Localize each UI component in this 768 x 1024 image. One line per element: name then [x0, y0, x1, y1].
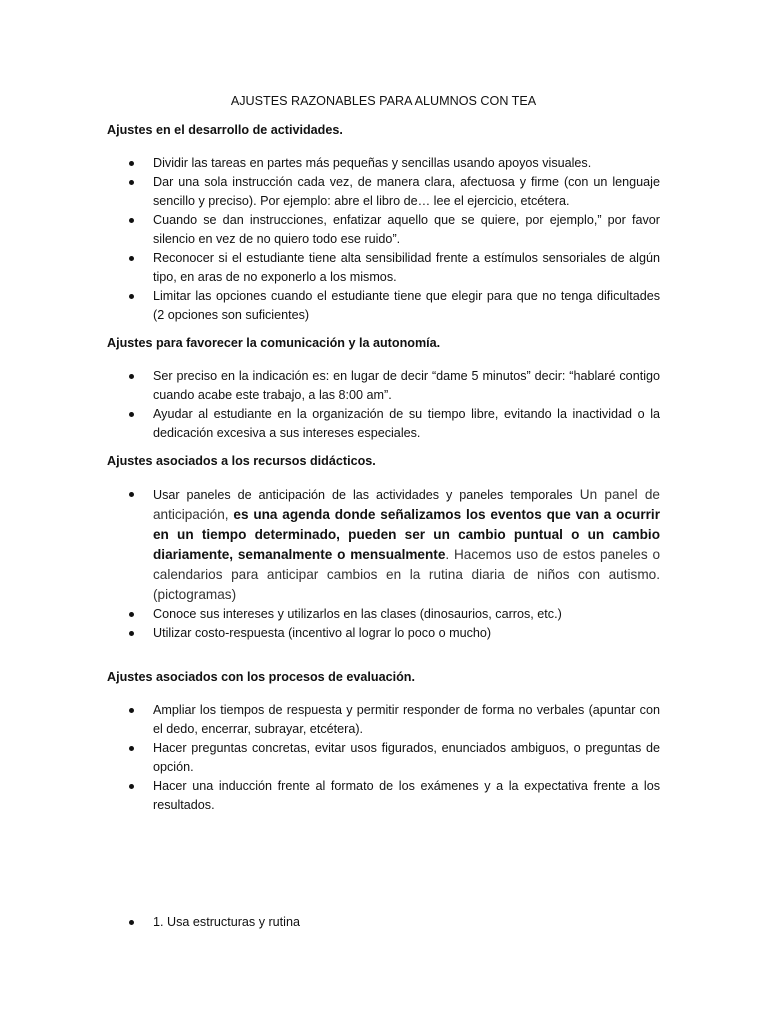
bullet-icon [129, 708, 134, 713]
bullet-icon [129, 374, 134, 379]
bullet-icon [129, 746, 134, 751]
list-item-rich: Usar paneles de anticipación de las actividades y paneles temporales Un panel de anticipación, es una agenda donde señalizamos los eventos que van a ocurrir en un tiempo determinado, pueden ser un cambio puntual o un cambio diariamente, semanalmente o mensualmente. Hacemos uso de estos paneles o calendarios para anticipar cambios en la rutina diaria de niños con autismo. (pictogramas) [107, 485, 660, 605]
bullet-icon [129, 631, 134, 636]
list-item: Ser preciso en la indicación es: en lugar de decir “dame 5 minutos” decir: “hablaré contigo cuando acabe este trabajo, a las 8:00 am”. [107, 367, 660, 405]
list-item: Ampliar los tiempos de respuesta y permitir responder de forma no verbales (apuntar con el dedo, encerrar, subrayar, etcétera). [107, 701, 660, 739]
bullet-icon [129, 412, 134, 417]
bullet-icon [129, 920, 134, 925]
bullet-icon [129, 180, 134, 185]
bullet-icon [129, 161, 134, 166]
list-item: Hacer una inducción frente al formato de los exámenes y a la expectativa frente a los resultados. [107, 777, 660, 815]
bullet-list-final [107, 913, 660, 932]
list-item: Limitar las opciones cuando el estudiante tiene que elegir para que no tenga dificultades (2 opciones son suficientes) [107, 287, 660, 325]
spacer [107, 652, 660, 668]
bullet-list-recursos [107, 485, 660, 643]
document-title: AJUSTES RAZONABLES PARA ALUMNOS CON TEA [230, 94, 537, 108]
list-item: Dividir las tareas en partes más pequeñas y sencillas usando apoyos visuales. [107, 154, 660, 173]
section-heading-recursos: Ajustes asociados a los recursos didácticos. [107, 454, 376, 468]
list-item: Dar una sola instrucción cada vez, de manera clara, afectuosa y firme (con un lenguaje sencillo y preciso). Por ejemplo: abre el libro de… lee el ejercicio, etcétera. [107, 173, 660, 211]
section-heading-evaluacion: Ajustes asociados con los procesos de evaluación. [107, 670, 415, 684]
list-item: Conoce sus intereses y utilizarlos en las clases (dinosaurios, carros, etc.) [107, 605, 660, 624]
list-item: 1. Usa estructuras y rutina [107, 913, 660, 932]
bullet-icon [129, 784, 134, 789]
bullet-icon [129, 256, 134, 261]
list-item: Utilizar costo-respuesta (incentivo al lograr lo poco o mucho) [107, 624, 660, 643]
list-item: Cuando se dan instrucciones, enfatizar aquello que se quiere, por ejemplo,” por favor silencio en vez de no quiero todo ese ruido”. [107, 211, 660, 249]
section-heading-actividades: Ajustes en el desarrollo de actividades. [107, 123, 343, 137]
bullet-list-evaluacion [107, 701, 660, 815]
bullet-icon [129, 294, 134, 299]
list-item: Ayudar al estudiante en la organización de su tiempo libre, evitando la inactividad o la dedicación excesiva a sus intereses especiales. [107, 405, 660, 443]
bullet-icon [129, 612, 134, 617]
list-item: Reconocer si el estudiante tiene alta sensibilidad frente a estímulos sensoriales de algún tipo, en aras de no exponerlo a los mismos. [107, 249, 660, 287]
section-heading-comunicacion: Ajustes para favorecer la comunicación y la autonomía. [107, 336, 441, 350]
bullet-icon [129, 218, 134, 223]
bullet-icon [129, 492, 134, 497]
bullet-list-comunicacion [107, 367, 660, 443]
list-item: Hacer preguntas concretas, evitar usos figurados, enunciados ambiguos, o preguntas de opción. [107, 739, 660, 777]
bullet-list-actividades [107, 154, 660, 325]
